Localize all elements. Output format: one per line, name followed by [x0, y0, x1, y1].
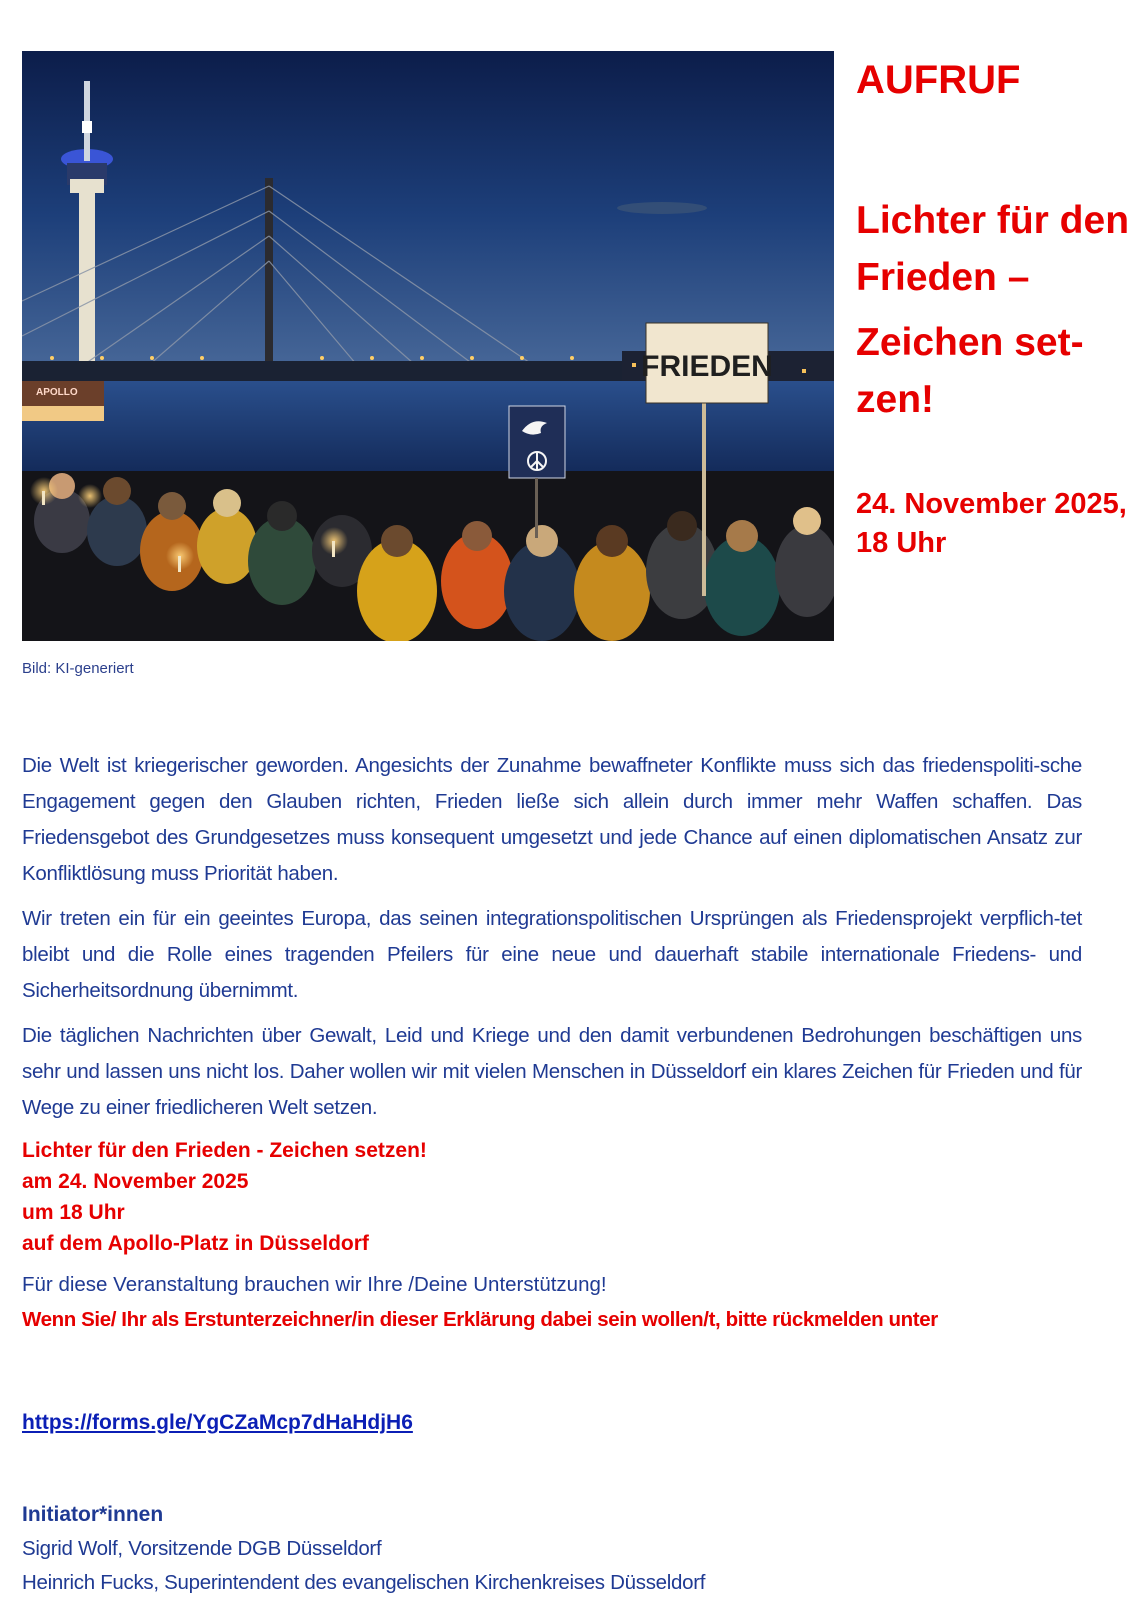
subtitle-line-2: zen! [856, 378, 934, 421]
initiators-heading: Initiator*innen [22, 1503, 164, 1526]
event-title: Lichter für den Frieden - Zeichen setzen! [22, 1139, 427, 1162]
initiator-1: Sigrid Wolf, Vorsitzende DGB Düsseldorf [22, 1537, 382, 1560]
event-date: am 24. November 2025 [22, 1170, 249, 1193]
aufruf-heading: AUFRUF [856, 58, 1021, 102]
apollo-sign-text: APOLLO [36, 387, 78, 398]
date-line-1: 24. November 2025, [856, 488, 1127, 520]
title-line-2: Frieden – [856, 256, 1030, 299]
paragraph-3: Die täglichen Nachrichten über Gewalt, Leid und Kriege und den damit verbundenen Bedrohungen beschäftigen uns sehr und lassen uns nicht los. Daher wollen wir mit vielen Menschen in Düsseldorf ein klares Zeichen für Frieden und für Wege zu einer friedlicheren Welt setzen. [22, 1024, 1082, 1119]
register-text: Wenn Sie/ Ihr als Erstunterzeichner/in dieser Erklärung dabei sein wollen/t, bitte rückmelden unter [22, 1308, 938, 1331]
event-location: auf dem Apollo-Platz in Düsseldorf [22, 1232, 369, 1255]
event-details [22, 1135, 1082, 1259]
date-line-2: 18 Uhr [856, 527, 947, 559]
initiators-block [22, 1498, 705, 1600]
form-link[interactable]: https://forms.gle/YgCZaMcp7dHaHdjH6 [22, 1411, 413, 1434]
subtitle-line-1: Zeichen set- [856, 321, 1084, 364]
paragraph-2: Wir treten ein für ein geeintes Europa, das seinen integrationspolitischen Ursprüngen als Friedensprojekt verpflich-tet bleibt und die Rolle eines tragenden Pfeilers für eine neue und dauerhaft stabile internationale Friedens- und Sicherheitsordnung übernimmt. [22, 907, 1082, 1002]
event-photo [22, 51, 834, 641]
title-line-1: Lichter für den [856, 199, 1130, 242]
event-time: um 18 Uhr [22, 1201, 125, 1224]
main-content [22, 748, 1082, 1338]
frieden-sign-text: FRIEDEN [641, 350, 773, 383]
image-caption: Bild: KI-generiert [22, 660, 134, 677]
initiator-2: Heinrich Fucks, Superintendent des evangelischen Kirchenkreises Düsseldorf [22, 1571, 706, 1594]
header-block [856, 56, 1139, 563]
paragraph-1: Die Welt ist kriegerischer geworden. Angesichts der Zunahme bewaffneter Konflikte muss sich das friedenspoliti-sche Engagement gegen den Glauben richten, Frieden ließe sich allein durch immer mehr Waffen schaffen. Das Friedensgebot des Grundgesetzes muss konsequent umgesetzt und jede Chance auf einen diplomatischen Ansatz zur Konfliktlösung muss Priorität haben. [22, 754, 1082, 885]
support-text: Für diese Veranstaltung brauchen wir Ihre /Deine Unterstützung! [22, 1273, 607, 1296]
